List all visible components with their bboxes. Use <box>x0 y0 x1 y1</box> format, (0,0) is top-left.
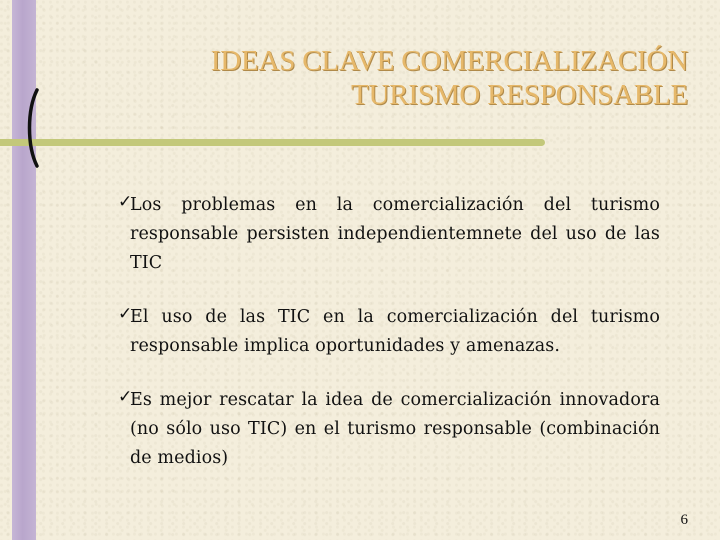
bullet-item <box>118 191 660 278</box>
checkmark-icon: ✓ <box>118 387 133 407</box>
bullet-text: El uso de las TIC en la comercialización del turismo responsable implica oportunidades y amenazas. <box>130 307 660 356</box>
title-line-2: TURISMO RESPONSABLE <box>350 79 688 111</box>
checkmark-icon: ✓ <box>118 192 133 212</box>
bullet-list <box>118 191 660 498</box>
bullet-text: Es mejor rescatar la idea de comercialización innovadora (no sólo uso TIC) en el turismo responsable (combinación de medios) <box>130 390 660 468</box>
bracket-decoration-icon <box>24 88 44 168</box>
title-line-1: IDEAS CLAVE COMERCIALIZACIÓN <box>210 45 688 77</box>
bullet-item <box>118 386 660 473</box>
checkmark-icon: ✓ <box>118 304 133 324</box>
bullet-item <box>118 303 660 361</box>
title-underline-rule <box>0 139 545 146</box>
bullet-text: Los problemas en la comercialización del turismo responsable persisten independientemnete del uso de las TIC <box>130 195 660 273</box>
page-number: 6 <box>680 512 688 528</box>
slide-title <box>100 44 688 112</box>
left-decorative-bar <box>12 0 36 540</box>
